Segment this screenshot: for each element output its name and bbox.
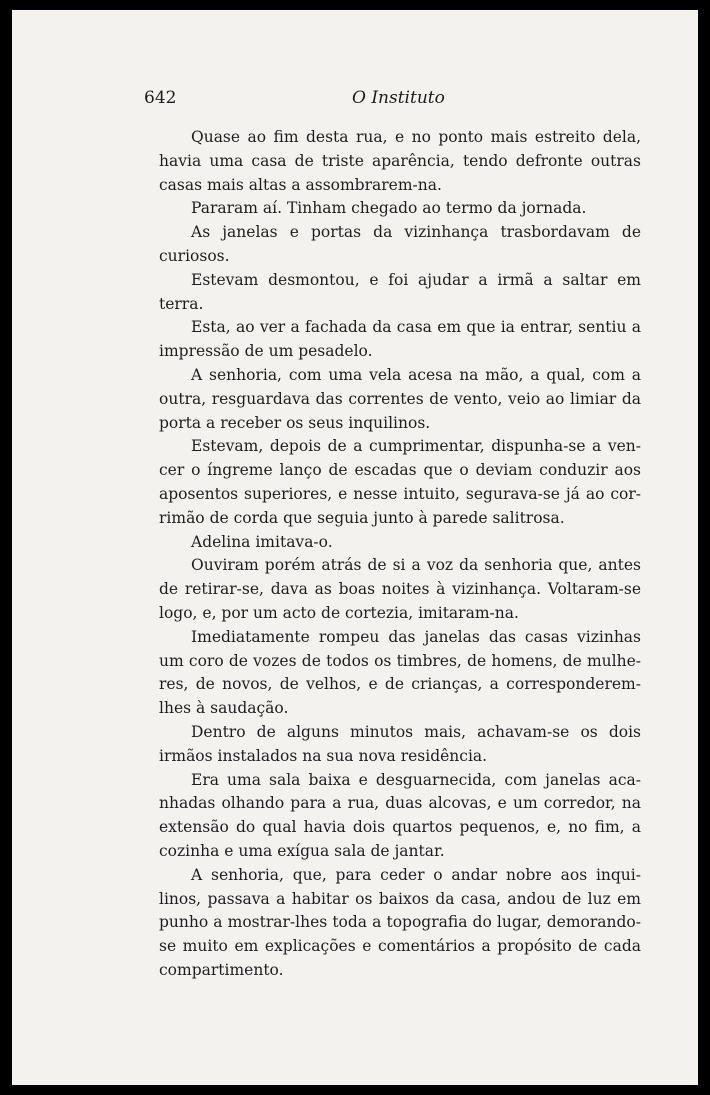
page-number: 642	[144, 88, 177, 108]
paragraph: A senhoria, que, para ceder o andar nobre aos inquilinos, passava a habitar os baixos da casa, andou de luz em punho a mostrar-lhes toda a topografia do lugar, demorando-se muito em explicações e comentários a propósito de cada compartimento.	[159, 865, 641, 979]
paragraph: Imediatamente rompeu das janelas das casas vizinhas um coro de vozes de todos os timbres, de homens, de mulheres, de novos, de velhos, e de crianças, a corresponderem-lhes à saudação.	[159, 627, 641, 718]
paragraph: Pararam aí. Tinham chegado ao termo da jornada.	[191, 199, 587, 218]
paragraph: Era uma sala baixa e desguarnecida, com janelas acanhadas olhando para a rua, duas alcovas, e um corredor, na extensão do qual havia dois quartos pequenos, e, no fim, a cozinha e uma exígua sala de jantar.	[159, 770, 641, 860]
paragraph: Adelina imitava-o.	[191, 532, 333, 551]
body-text	[159, 126, 641, 983]
paragraph: Estevam desmontou, e foi ajudar a irmã a saltar em terra.	[159, 270, 641, 313]
paragraph: As janelas e portas da vizinhança trasbordavam de curiosos.	[159, 223, 641, 265]
paragraph: Esta, ao ver a fachada da casa em que ia entrar, sentiu a impressão de um pesadelo.	[159, 318, 641, 361]
paragraph: Ouviram porém atrás de si a voz da senhoria que, antes de retirar-se, dava as boas noites à vizinhança. Voltaram-se logo, e, por um acto de cortezia, imitaram-na.	[159, 556, 641, 622]
book-page	[12, 10, 698, 1085]
paragraph: A senhoria, com uma vela acesa na mão, a qual, com a outra, resguardava das correntes de vento, veio ao limiar da porta a receber os seus inquilinos.	[159, 365, 641, 432]
running-title: O Instituto	[352, 88, 445, 108]
paragraph: Dentro de alguns minutos mais, achavam-se os dois irmãos instalados na sua nova residência.	[159, 722, 641, 765]
page-header	[12, 88, 698, 118]
paragraph: Quase ao fim desta rua, e no ponto mais estreito dela, havia uma casa de triste aparência, tendo defronte outras casas mais altas a assombrarem-na.	[159, 128, 641, 194]
paragraph: Estevam, depois de a cumprimentar, dispunha-se a vencer o íngreme lanço de escadas que o deviam conduzir aos aposentos superiores, e nesse intuito, segurava-se já ao corrimão de corda que seguia junto à parede salitrosa.	[159, 437, 641, 527]
